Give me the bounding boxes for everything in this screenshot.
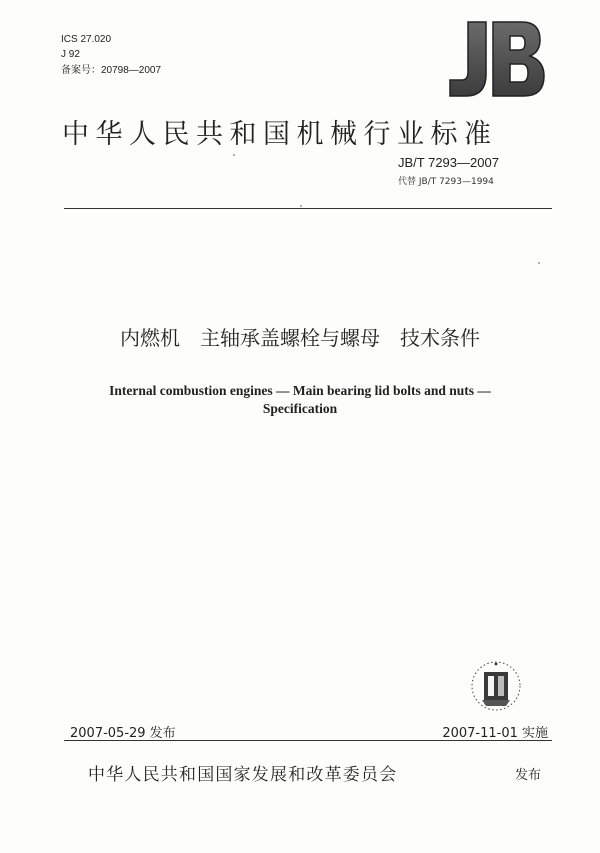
issuer-suffix: 发布 <box>515 768 542 783</box>
scan-speck <box>538 262 540 264</box>
top-divider <box>64 208 552 209</box>
publish-date: 2007-05-29 发布 <box>70 726 176 741</box>
filing-number: 备案号：20798—2007 <box>61 65 162 76</box>
implementation-date: 2007-11-01 实施 <box>442 726 548 741</box>
standard-number: JB/T 7293—2007 <box>398 155 499 170</box>
classification-code: J 92 <box>61 49 80 60</box>
scan-speck <box>300 205 302 207</box>
document-title-cn: 内燃机 主轴承盖螺栓与螺母 技术条件 <box>120 326 480 350</box>
jb-logo <box>438 16 548 106</box>
replaces-standard: 代替 JB/T 7293—1994 <box>398 177 494 187</box>
publisher-emblem <box>466 654 526 714</box>
ics-code: ICS 27.020 <box>61 34 112 45</box>
issuing-authority: 中华人民共和国国家发展和改革委员会 <box>88 765 398 785</box>
scan-speck <box>233 154 235 156</box>
bottom-divider <box>64 740 552 741</box>
document-title-en-line1: Internal combustion engines — Main bearing lid bolts and nuts — <box>109 383 491 398</box>
document-title-en-line2: Specification <box>262 401 338 416</box>
standard-category-title: 中华人民共和国机械行业标准 <box>62 119 498 150</box>
